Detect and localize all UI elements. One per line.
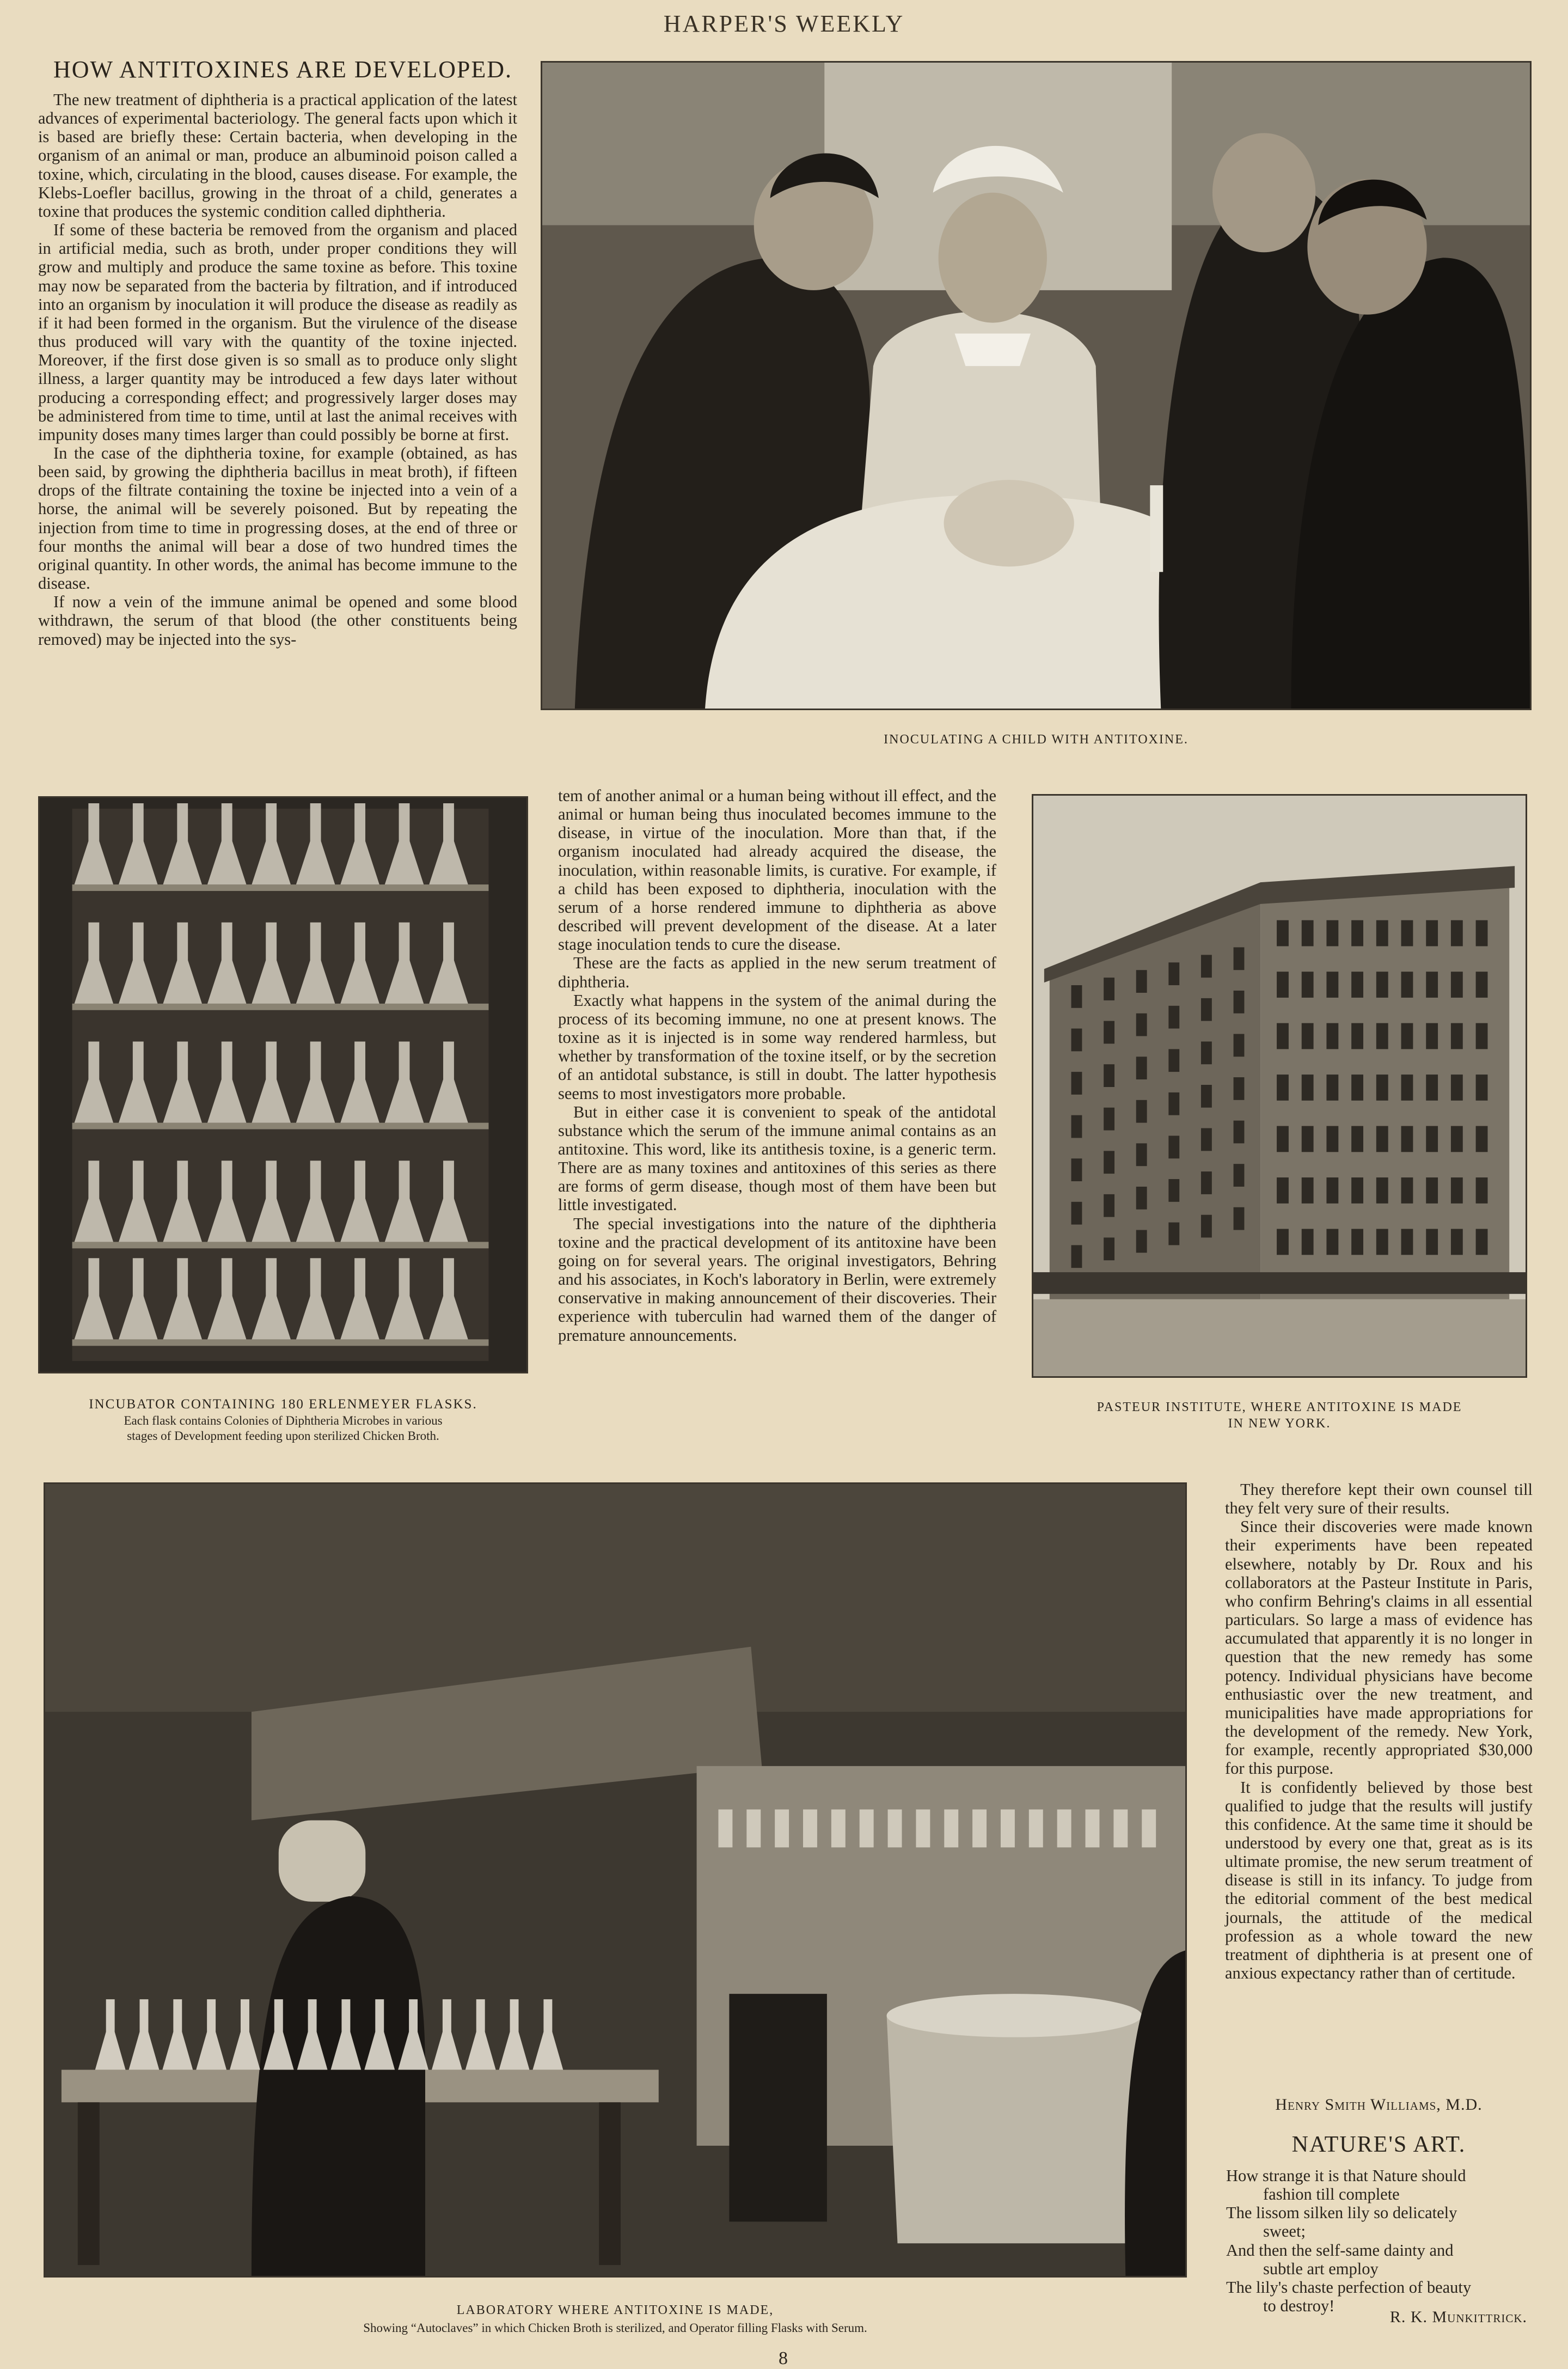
shelf-bottle xyxy=(944,1810,958,1848)
building-window xyxy=(1302,1126,1314,1152)
building-window xyxy=(1168,962,1179,985)
paragraph: But in either case it is convenient to speak of the antidotal substance which the serum of the immune animal contains as an antitoxine. This word, like its antithesis toxine, is a generic term. There are as many toxines and antitoxines of this series as there are forms of germ disease, though most of them have been but little investigated. xyxy=(558,1102,996,1214)
building-window xyxy=(1104,1194,1114,1217)
shelf-bottle xyxy=(1057,1810,1071,1848)
building-window xyxy=(1234,1164,1245,1187)
building-window xyxy=(1104,1108,1114,1131)
building-window xyxy=(1401,1229,1413,1255)
article-author: Henry Smith Williams, M.D. xyxy=(1275,2096,1483,2114)
incubator-shelf xyxy=(72,1242,489,1248)
building-window xyxy=(1476,972,1488,998)
poem-line: How strange it is that Nature should xyxy=(1226,2166,1466,2185)
building-window xyxy=(1104,1021,1114,1044)
building-window xyxy=(1302,1177,1314,1204)
building-window xyxy=(1302,1074,1314,1101)
building-window xyxy=(1326,1074,1338,1101)
building-window xyxy=(1234,991,1245,1013)
building-window xyxy=(1201,1171,1212,1194)
building-window xyxy=(1326,1177,1338,1204)
building-window xyxy=(1451,1126,1463,1152)
building-window xyxy=(1326,1126,1338,1152)
paragraph: These are the facts as applied in the new serum treatment of diphtheria. xyxy=(558,954,996,991)
building-window xyxy=(1476,1023,1488,1049)
building-window xyxy=(1277,1074,1289,1101)
poem-body xyxy=(1226,2166,1536,2315)
building-window xyxy=(1071,1245,1082,1268)
building-window xyxy=(1376,920,1388,947)
building-window xyxy=(1136,1013,1147,1036)
shelf-bottle xyxy=(1113,1810,1128,1848)
article-title: HOW ANTITOXINES ARE DEVELOPED. xyxy=(53,56,512,83)
caption-inoculating: INOCULATING A CHILD WITH ANTITOXINE. xyxy=(884,732,1189,747)
building-window xyxy=(1136,1100,1147,1123)
building-window xyxy=(1104,1151,1114,1174)
building-window xyxy=(1376,972,1388,998)
building-window xyxy=(1071,1029,1082,1052)
building-window xyxy=(1277,1229,1289,1255)
building-window xyxy=(1476,1126,1488,1152)
building-window xyxy=(1351,1126,1363,1152)
poem-line: sweet; xyxy=(1263,2222,1306,2241)
building-window xyxy=(1451,920,1463,947)
paragraph: They therefore kept their own counsel till they felt very sure of their results. xyxy=(1225,1480,1533,1518)
building-window xyxy=(1168,1049,1179,1072)
shelf-bottle xyxy=(1029,1810,1043,1848)
building-window xyxy=(1426,1023,1438,1049)
photo-incubator-graphic xyxy=(40,798,526,1372)
paragraph: In the case of the diphtheria toxine, for example (obtained, as has been said, by growing the diphtheria bacillus in meat broth), if fifteen drops of the filtrate containing the toxine be injected into a vein of a horse, the animal will be severely poisoned. But by repeating the injection from time to time in progressing doses, at the end of three or four months the animal will bear a dose of two hundred times the original quantity. In other words, the animal has become immune to the disease. xyxy=(38,443,517,593)
building-window xyxy=(1071,1072,1082,1095)
building-window xyxy=(1326,920,1338,947)
paragraph: The special investigations into the nature of the diphtheria toxine and the practical development of its antitoxine have been going on for several years. The original investigators, Behring and his associates, in Koch's laboratory in Berlin, were extremely conservative in making announcement of their discoveries. Their experience with tuberculin had warned them of the danger of premature announcements. xyxy=(558,1214,996,1345)
shelf-bottle xyxy=(1142,1810,1156,1848)
building-window xyxy=(1426,920,1438,947)
building-window xyxy=(1168,1179,1179,1202)
photo-incubator xyxy=(38,796,528,1373)
shelf-bottle xyxy=(775,1810,789,1848)
paragraph: Since their discoveries were made known their experiments have been repeated elsewhere, notably by Dr. Roux and his collaborators at the Pasteur Institute in Paris, who confirm Behring's claims in all essential particulars. So large a mass of evidence has accumulated that apparently it is no longer in question that the new remedy has some potency. Individual physicians have become enthusiastic over the new treatment, and municipalities have made appropriations for the development of the remedy. New York, for example, recently appropriated $30,000 for this purpose. xyxy=(1225,1517,1533,1778)
article-column-1 xyxy=(38,90,517,755)
incubator-shelf xyxy=(72,884,489,891)
building-window xyxy=(1201,955,1212,978)
caption-incubator-line-2: stages of Development feeding upon sterilized Chicken Broth. xyxy=(127,1429,439,1443)
poem-line: The lissom silken lily so delicately xyxy=(1226,2203,1457,2223)
building-window xyxy=(1136,1143,1147,1166)
building-window xyxy=(1071,1158,1082,1181)
building-window xyxy=(1351,1023,1363,1049)
building-window xyxy=(1426,1229,1438,1255)
building-window xyxy=(1277,1023,1289,1049)
building-window xyxy=(1168,1006,1179,1029)
building-window xyxy=(1376,1126,1388,1152)
photo-inoculating-graphic xyxy=(542,63,1530,709)
article-column-3 xyxy=(1225,1480,1533,2101)
building-window xyxy=(1136,1230,1147,1253)
shelf-bottle xyxy=(831,1810,846,1848)
caption-laboratory: LABORATORY WHERE ANTITOXINE IS MADE, xyxy=(456,2303,774,2317)
building-window xyxy=(1451,1229,1463,1255)
building-window xyxy=(1234,1034,1245,1057)
caption-incubator-title: INCUBATOR CONTAINING 180 ERLENMEYER FLASKS. xyxy=(89,1397,477,1412)
masthead: HARPER'S WEEKLY xyxy=(663,10,905,37)
poem-title: NATURE'S ART. xyxy=(1291,2132,1466,2157)
photo-laboratory xyxy=(44,1482,1187,2278)
building-window xyxy=(1136,1057,1147,1079)
building-window xyxy=(1351,920,1363,947)
caption-laboratory-sub: Showing “Autoclaves” in which Chicken Broth is sterilized, and Operator filling Flasks with Serum. xyxy=(363,2321,867,2335)
paragraph: If some of these bacteria be removed from the organism and placed in artificial media, such as broth, under proper conditions they will grow and multiply and produce the same toxine as before. This toxine may now be separated from the bacteria by filtration, and if introduced into an organism by inoculation it will produce the disease as readily as if it had been formed in the organism. But the virulence of the disease thus produced will vary with the quantity of the toxine injected. Moreover, if the first dose given is so small as to produce only slight illness, a larger quantity may be introduced a few days later without producing a corresponding effect; and progressively larger doses may be administered from time to time, until at last the animal receives with impunity doses many times larger than could possibly be borne at first. xyxy=(38,221,517,444)
building-window xyxy=(1071,1115,1082,1138)
building-window xyxy=(1168,1092,1179,1115)
building-window xyxy=(1376,1074,1388,1101)
building-window xyxy=(1451,1074,1463,1101)
poem-line: The lily's chaste perfection of beauty xyxy=(1226,2278,1472,2297)
incubator-shelf xyxy=(72,1123,489,1129)
building-window xyxy=(1201,1215,1212,1238)
building-window xyxy=(1476,1177,1488,1204)
building-window xyxy=(1401,1074,1413,1101)
caption-pasteur-line-1: PASTEUR INSTITUTE, WHERE ANTITOXINE IS MADE xyxy=(1097,1400,1462,1414)
incubator-shelf xyxy=(72,1339,489,1346)
building-window xyxy=(1326,1229,1338,1255)
photo-pasteur-institute xyxy=(1032,794,1527,1378)
building-window xyxy=(1277,972,1289,998)
building-window xyxy=(1426,1126,1438,1152)
building-window xyxy=(1326,1023,1338,1049)
photo-inoculating-child xyxy=(541,61,1532,710)
paragraph: If now a vein of the immune animal be opened and some blood withdrawn, the serum of that blood (the other constituents being removed) may be injected into the sys- xyxy=(38,593,517,649)
building-window xyxy=(1326,972,1338,998)
paragraph: tem of another animal or a human being without ill effect, and the animal or human being thus inoculated becomes immune to the disease, in virtue of the inoculation. More than that, if the organism inoculated had already acquired the disease, the inoculation, within reasonable limits, is curative. For example, if a child has been exposed to diphtheria, inoculation with the serum of a horse rendered immune to diphtheria as above described will prevent development of the disease. At a later stage inoculation tends to cure the disease. xyxy=(558,786,996,954)
building-window xyxy=(1234,947,1245,970)
building-window xyxy=(1168,1135,1179,1158)
shelf-bottle xyxy=(746,1810,761,1848)
shelf-bottle xyxy=(916,1810,930,1848)
shelf-bottle xyxy=(1001,1810,1015,1848)
poem-line: subtle art employ xyxy=(1263,2259,1379,2278)
building-window xyxy=(1071,1202,1082,1225)
shelf-bottle xyxy=(972,1810,987,1848)
building-window xyxy=(1168,1223,1179,1245)
poem-line: And then the self-same dainty and xyxy=(1226,2240,1454,2260)
building-window xyxy=(1451,1177,1463,1204)
building-window xyxy=(1351,1177,1363,1204)
shelf-bottle xyxy=(888,1810,902,1848)
shelf-bottle xyxy=(1086,1810,1100,1848)
caption-pasteur-line-2: IN NEW YORK. xyxy=(1228,1416,1331,1431)
poem-line: fashion till complete xyxy=(1263,2185,1400,2204)
building-window xyxy=(1234,1207,1245,1230)
building-window xyxy=(1376,1023,1388,1049)
building-window xyxy=(1104,1064,1114,1087)
building-window xyxy=(1351,1229,1363,1255)
building-window xyxy=(1401,1126,1413,1152)
building-window xyxy=(1104,1237,1114,1260)
building-window xyxy=(1136,970,1147,993)
building-window xyxy=(1376,1229,1388,1255)
shelf-bottle xyxy=(860,1810,874,1848)
building-window xyxy=(1302,1023,1314,1049)
building-window xyxy=(1071,985,1082,1008)
building-window xyxy=(1302,1229,1314,1255)
caption-incubator-line-1: Each flask contains Colonies of Diphtheria Microbes in various xyxy=(124,1414,443,1427)
building-window xyxy=(1376,1177,1388,1204)
building-window xyxy=(1302,972,1314,998)
incubator-shelf xyxy=(72,1004,489,1010)
building-window xyxy=(1277,920,1289,947)
page-number: 8 xyxy=(779,2348,788,2368)
building-window xyxy=(1201,1041,1212,1064)
building-window xyxy=(1234,1121,1245,1144)
photo-pasteur-graphic xyxy=(1033,796,1526,1376)
shelf-bottle xyxy=(718,1810,732,1848)
poem-line: to destroy! xyxy=(1263,2297,1335,2316)
building-window xyxy=(1234,1077,1245,1100)
photo-laboratory-graphic xyxy=(45,1484,1185,2276)
building-window xyxy=(1277,1126,1289,1152)
building-window xyxy=(1426,1177,1438,1204)
building-window xyxy=(1451,972,1463,998)
building-window xyxy=(1476,1074,1488,1101)
building-window xyxy=(1201,1128,1212,1151)
building-window xyxy=(1201,998,1212,1021)
building-window xyxy=(1426,1074,1438,1101)
building-window xyxy=(1277,1177,1289,1204)
shelf-bottle xyxy=(803,1810,817,1848)
article-column-2 xyxy=(558,786,996,1462)
building-window xyxy=(1351,972,1363,998)
building-window xyxy=(1104,978,1114,1000)
building-window xyxy=(1476,1229,1488,1255)
building-window xyxy=(1401,1177,1413,1204)
building-window xyxy=(1451,1023,1463,1049)
building-window xyxy=(1401,920,1413,947)
building-window xyxy=(1136,1187,1147,1210)
building-window xyxy=(1401,1023,1413,1049)
building-window xyxy=(1351,1074,1363,1101)
paragraph: Exactly what happens in the system of the animal during the process of its becoming immune, no one at present knows. The toxine as it is injected is in some way rendered harmless, but whether by transformation of the toxine itself, or by the secretion of an antidotal substance, is still in doubt. The latter hypothesis seems to most investigators more probable. xyxy=(558,991,996,1103)
building-window xyxy=(1201,1085,1212,1108)
building-window xyxy=(1476,920,1488,947)
paragraph: It is confidently believed by those best qualified to judge that the results will justify this confidence. At the same time it should be understood by every one that, great as is its ultimate promise, the new serum treatment of disease is still in its infancy. To judge from the editorial comment of the best medical journals, the attitude of the medical profession as a whole toward the new treatment of diphtheria is at present one of anxious expectancy rather than of certitude. xyxy=(1225,1778,1533,1983)
poem-author: R. K. Munkittrick. xyxy=(1389,2308,1527,2326)
building-window xyxy=(1302,920,1314,947)
building-window xyxy=(1401,972,1413,998)
building-window xyxy=(1426,972,1438,998)
paragraph: The new treatment of diphtheria is a practical application of the latest advances of experimental bacteriology. The general facts upon which it is based are briefly these: Certain bacteria, when developing in the organism of an animal or man, produce an albuminoid poison called a toxine, which, circulating in the blood, causes disease. For example, the Klebs-Loefler bacillus, growing in the throat of a child, generates a toxine that produces the systemic condition called diphtheria. xyxy=(38,90,517,221)
